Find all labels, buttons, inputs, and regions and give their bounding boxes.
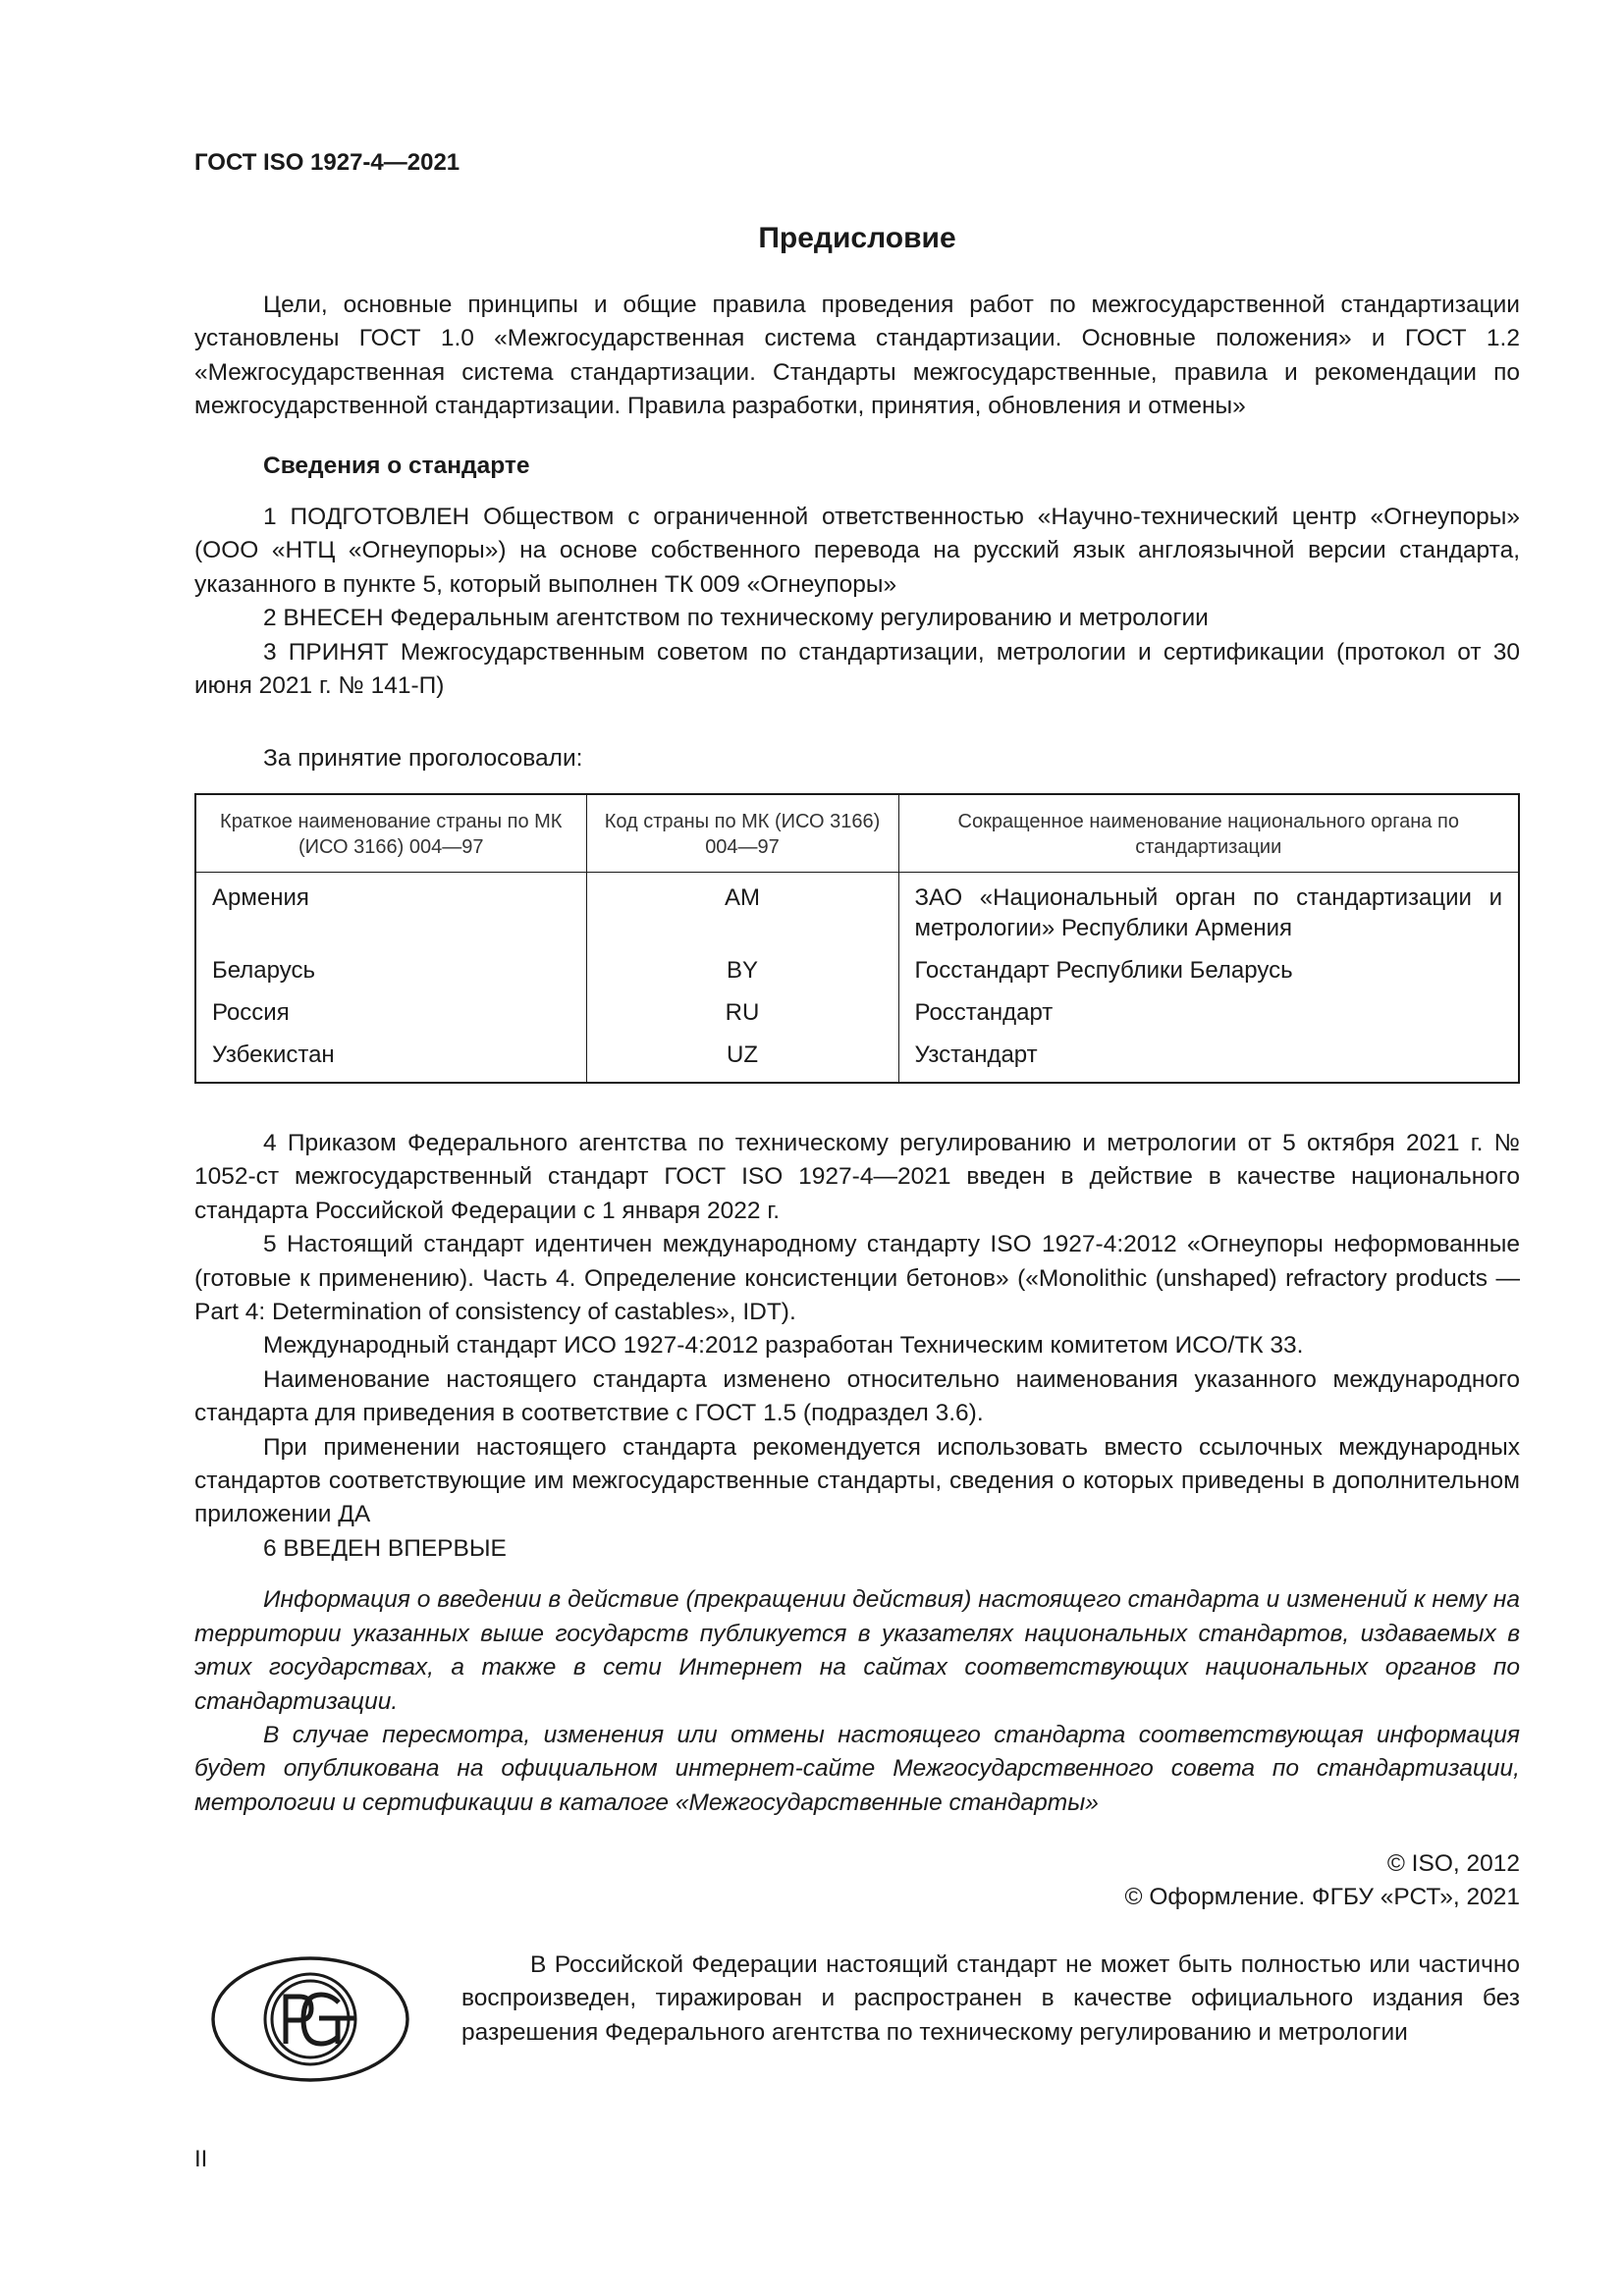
document-page [194,0,1520,2296]
item-6: 6 ВВЕДЕН ВПЕРВЫЕ [263,1534,507,1562]
cell-body: ЗАО «Национальный орган по стандартизации и метрологии» Республики Армения [898,873,1519,950]
item-5-title-change: Наименование настоящего стандарта изменено относительно наименования указанного международного стандарта для приведения в соответствие с ГОСТ 1.5 (подраздел 3.6). [194,1365,1520,1427]
cell-country: Узбекистан [195,1034,586,1083]
copyright-rst: © Оформление. ФГБУ «РСТ», 2021 [1124,1884,1520,1910]
section-heading: Сведения о стандарте [263,452,530,479]
item-3: 3 ПРИНЯТ Межгосударственным советом по стандартизации, метрологии и сертификации (протокол от 30 июня 2021 г. № 141-П) [194,638,1520,700]
item-1: 1 ПОДГОТОВЛЕН Обществом с ограниченной ответственностью «Научно-технический центр «Огнеупоры» (ООО «НТЦ «Огнеупоры») на основе собственного перевода на русский язык англоязычной версии стандарта, указанного в пункте 5, который выполнен ТК 009 «Огнеупоры» [194,504,1520,598]
rights-notice: В Российской Федерации настоящий стандарт не может быть полностью или частично воспроизведен, тиражирован и распространен в качестве официального издания без разрешения Федерального агентства по техническому регулированию и метрологии [461,1951,1520,2046]
item-5-iso-committee: Международный стандарт ИСО 1927-4:2012 разработан Техническим комитетом ИСО/ТК 33. [263,1332,1304,1360]
cell-country: Армения [195,873,586,950]
table-row [195,1034,1519,1083]
table-header-country: Краткое наименование страны по МК (ИСО 3166) 004—97 [195,794,586,873]
page-title: Предисловие [758,222,956,254]
copyright-iso: © ISO, 2012 [1386,1850,1520,1877]
table-row [195,991,1519,1034]
item-4: 4 Приказом Федерального агентства по техническому регулированию и метрологии от 5 октября 2021 г. № 1052-ст межгосударственный стандарт ГОСТ ISO 1927-4—2021 введен в действие в качестве национального стандарта Российской Федерации с 1 января 2022 г. [194,1130,1520,1224]
cell-country: Беларусь [195,949,586,991]
cell-code: AM [586,873,898,950]
foreword-body-continued [194,1127,1520,1820]
document-code: ГОСТ ISO 1927-4—2021 [194,149,460,176]
page-number: II [194,2146,208,2172]
cell-code: RU [586,991,898,1034]
table-row [195,949,1519,991]
info-paragraph-1: Информация о введении в действие (прекращении действия) настоящего стандарта и изменений к нему на территории указанных выше государств публикуется в указателях национальных стандартов, издаваемых в этих государствах, а также в сети Интернет на сайтах соответствующих национальных органов по стандартизации. [194,1586,1520,1715]
item-5-references: При применении настоящего стандарта рекомендуется использовать вместо ссылочных международных стандартов соответствующие им межгосударственные стандарты, сведения о которых приведены в дополнительном приложении ДА [194,1433,1520,1528]
table-row [195,873,1519,950]
rst-conformity-mark-icon [209,1953,411,2085]
copyright-block [1124,1847,1520,1914]
cell-body: Росстандарт [898,991,1519,1034]
vote-intro: За принятие проголосовали: [263,745,583,772]
foreword-body [194,289,1520,703]
voting-table [194,793,1520,1084]
intro-paragraph: Цели, основные принципы и общие правила проведения работ по межгосударственной стандартизации установлены ГОСТ 1.0 «Межгосударственная система стандартизации. Основные положения» и ГОСТ 1.2 «Межгосударственная система стандартизации. Стандарты межгосударственные, правила и рекомендации по межгосударственной стандартизации. Правила разработки, принятия, обновления и отмены» [194,292,1520,420]
cell-body: Узстандарт [898,1034,1519,1083]
table-header-code: Код страны по МК (ИСО 3166) 004—97 [586,794,898,873]
info-paragraph-2: В случае пересмотра, изменения или отмены настоящего стандарта соответствующая информация будет опубликована на официальном интернет-сайте Межгосударственного совета по стандартизации, метрологии и сертификации в каталоге «Межгосударственные стандарты» [194,1721,1520,1816]
cell-country: Россия [195,991,586,1034]
cell-body: Госстандарт Республики Беларусь [898,949,1519,991]
cell-code: BY [586,949,898,991]
table-header-body: Сокращенное наименование национального органа по стандартизации [898,794,1519,873]
item-2: 2 ВНЕСЕН Федеральным агентством по техническому регулированию и метрологии [263,605,1209,632]
item-5: 5 Настоящий стандарт идентичен международному стандарту ISO 1927-4:2012 «Огнеупоры неформованные (готовые к применению). Часть 4. Определение консистенции бетонов» («Monolithic (unshaped) refractory products — Part 4: Determination of consistency of castables», IDT). [194,1231,1520,1326]
cell-code: UZ [586,1034,898,1083]
